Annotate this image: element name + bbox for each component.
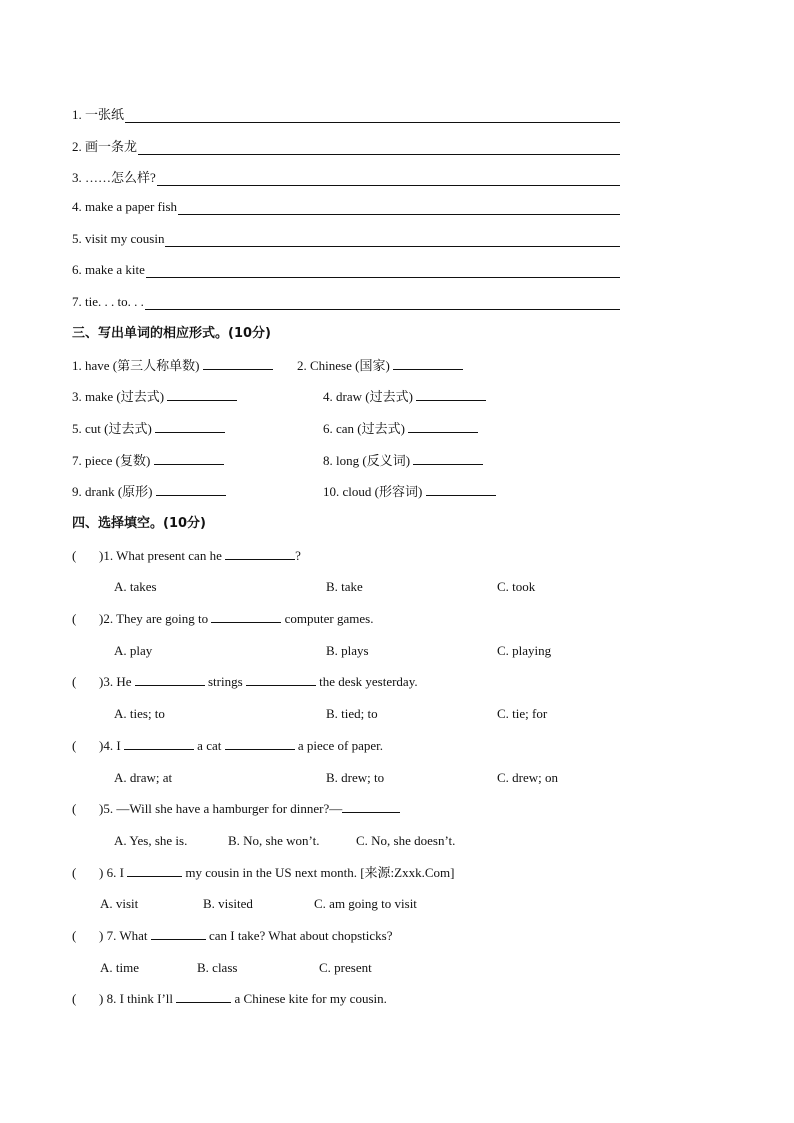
answer-blank[interactable]	[135, 674, 205, 686]
answer-bracket-open[interactable]: (	[72, 991, 77, 1006]
question-stem: )4. I	[99, 738, 121, 753]
answer-blank[interactable]	[156, 484, 226, 496]
option-b[interactable]: B. class	[197, 960, 238, 975]
answer-blank[interactable]	[342, 801, 400, 813]
question-6	[72, 865, 454, 881]
phrase-text: 5. visit my cousin	[72, 231, 165, 246]
answer-bracket-open[interactable]: (	[72, 611, 77, 626]
answer-line[interactable]	[157, 173, 620, 186]
option-a[interactable]: A. ties; to	[114, 706, 165, 721]
answer-blank[interactable]	[154, 453, 224, 465]
question-stem: ) 8. I think I’ll	[99, 991, 174, 1006]
word-form-item-3	[72, 389, 237, 405]
option-c[interactable]: C. am going to visit	[314, 896, 417, 911]
answer-line[interactable]	[165, 234, 620, 247]
question-stem: ) 7. What	[99, 928, 148, 943]
item-text: 8. long (反义词)	[323, 453, 411, 468]
answer-bracket-open[interactable]: (	[72, 548, 77, 563]
option-c[interactable]: C. tie; for	[497, 706, 548, 721]
answer-bracket-open[interactable]: (	[72, 865, 77, 880]
option-a[interactable]: A. time	[100, 960, 139, 975]
answer-blank[interactable]	[176, 991, 231, 1003]
section-4-heading: 四、选择填空。(10分)	[72, 516, 206, 531]
item-text: 1. have (第三人称单数)	[72, 358, 200, 373]
phrase-text: 2. 画一条龙	[72, 139, 138, 154]
option-b[interactable]: B. take	[326, 579, 363, 594]
section-3-heading: 三、写出单词的相应形式。(10分)	[72, 326, 271, 341]
option-b[interactable]: B. plays	[326, 643, 369, 658]
option-a[interactable]: A. takes	[114, 579, 157, 594]
word-form-item-8	[323, 453, 483, 469]
question-tail: computer games.	[284, 611, 374, 626]
answer-line[interactable]	[145, 297, 620, 310]
answer-blank[interactable]	[408, 421, 478, 433]
question-8	[72, 991, 387, 1007]
option-b[interactable]: B. drew; to	[326, 770, 385, 785]
item-text: 9. drank (原形)	[72, 484, 153, 499]
question-tail: a Chinese kite for my cousin.	[234, 991, 387, 1006]
item-text: 4. draw (过去式)	[323, 389, 413, 404]
item-text: 3. make (过去式)	[72, 389, 165, 404]
option-b[interactable]: B. No, she won’t.	[228, 833, 320, 848]
item-text: 10. cloud (形容词)	[323, 484, 423, 499]
answer-line[interactable]	[125, 110, 620, 123]
item-text: 2. Chinese (国家)	[297, 358, 390, 373]
answer-blank[interactable]	[167, 389, 237, 401]
answer-blank[interactable]	[211, 611, 281, 623]
option-c[interactable]: C. present	[319, 960, 372, 975]
phrase-text: 3. ……怎么样?	[72, 170, 156, 185]
option-a[interactable]: A. draw; at	[114, 770, 173, 785]
option-b[interactable]: B. tied; to	[326, 706, 378, 721]
question-4	[72, 738, 383, 754]
answer-bracket-open[interactable]: (	[72, 738, 77, 753]
question-stem: )1. What present can he	[99, 548, 222, 563]
option-c[interactable]: C. No, she doesn’t.	[356, 833, 456, 848]
answer-blank[interactable]	[203, 358, 273, 370]
option-c[interactable]: C. playing	[497, 643, 552, 658]
question-mid: strings	[208, 674, 243, 689]
phrase-line-3	[72, 167, 620, 186]
answer-blank[interactable]	[155, 421, 225, 433]
question-mid: a cat	[197, 738, 222, 753]
phrase-line-2	[72, 136, 620, 155]
answer-blank[interactable]	[246, 674, 316, 686]
option-a[interactable]: A. play	[114, 643, 153, 658]
item-text: 6. can (过去式)	[323, 421, 405, 436]
answer-blank[interactable]	[426, 484, 496, 496]
phrase-text: 4. make a paper fish	[72, 199, 178, 214]
question-3	[72, 674, 418, 690]
question-tail: can I take? What about chopsticks?	[209, 928, 393, 943]
option-a[interactable]: A. visit	[100, 896, 139, 911]
word-form-item-6	[323, 421, 478, 437]
answer-blank[interactable]	[124, 738, 194, 750]
word-form-item-1	[72, 358, 273, 374]
answer-blank[interactable]	[151, 928, 206, 940]
answer-bracket-open[interactable]: (	[72, 801, 77, 816]
question-stem: )3. He	[99, 674, 132, 689]
answer-blank[interactable]	[225, 738, 295, 750]
word-form-item-5	[72, 421, 225, 437]
answer-blank[interactable]	[127, 865, 182, 877]
question-tail: a piece of paper.	[297, 738, 384, 753]
question-stem: )2. They are going to	[99, 611, 209, 626]
word-form-item-10	[323, 484, 496, 500]
item-text: 5. cut (过去式)	[72, 421, 152, 436]
phrase-text: 6. make a kite	[72, 262, 145, 277]
question-tail: the desk yesterday.	[319, 674, 418, 689]
question-5	[72, 801, 400, 817]
question-7	[72, 928, 393, 944]
answer-blank[interactable]	[413, 453, 483, 465]
answer-bracket-open[interactable]: (	[72, 928, 77, 943]
question-1	[72, 548, 301, 564]
question-2	[72, 611, 373, 627]
question-stem: ) 6. I	[99, 865, 124, 880]
option-a[interactable]: A. Yes, she is.	[114, 833, 188, 848]
option-c[interactable]: C. drew; on	[497, 770, 559, 785]
phrase-line-5	[72, 231, 620, 247]
word-form-item-7	[72, 453, 224, 469]
phrase-line-1	[72, 104, 620, 123]
question-tail: ?	[295, 548, 301, 563]
phrase-line-7	[72, 294, 620, 310]
phrase-text: 7. tie. . . to. . .	[72, 294, 144, 309]
phrase-text: 1. 一张纸	[72, 107, 125, 122]
answer-line[interactable]	[146, 265, 620, 278]
answer-bracket-open[interactable]: (	[72, 674, 77, 689]
word-form-item-4	[323, 389, 486, 405]
option-c[interactable]: C. took	[497, 579, 536, 594]
word-form-item-2	[297, 358, 463, 374]
answer-blank[interactable]	[393, 358, 463, 370]
item-text: 7. piece (复数)	[72, 453, 151, 468]
word-form-item-9	[72, 484, 226, 500]
phrase-line-4	[72, 199, 620, 215]
phrase-line-6	[72, 262, 620, 278]
answer-line[interactable]	[138, 142, 620, 155]
answer-line[interactable]	[178, 202, 620, 215]
option-b[interactable]: B. visited	[203, 896, 253, 911]
answer-blank[interactable]	[225, 548, 295, 560]
question-stem: )5. —Will she have a hamburger for dinner?—	[99, 801, 343, 816]
answer-blank[interactable]	[416, 389, 486, 401]
question-tail: my cousin in the US next month. [来源:Zxxk.Com]	[185, 865, 455, 880]
